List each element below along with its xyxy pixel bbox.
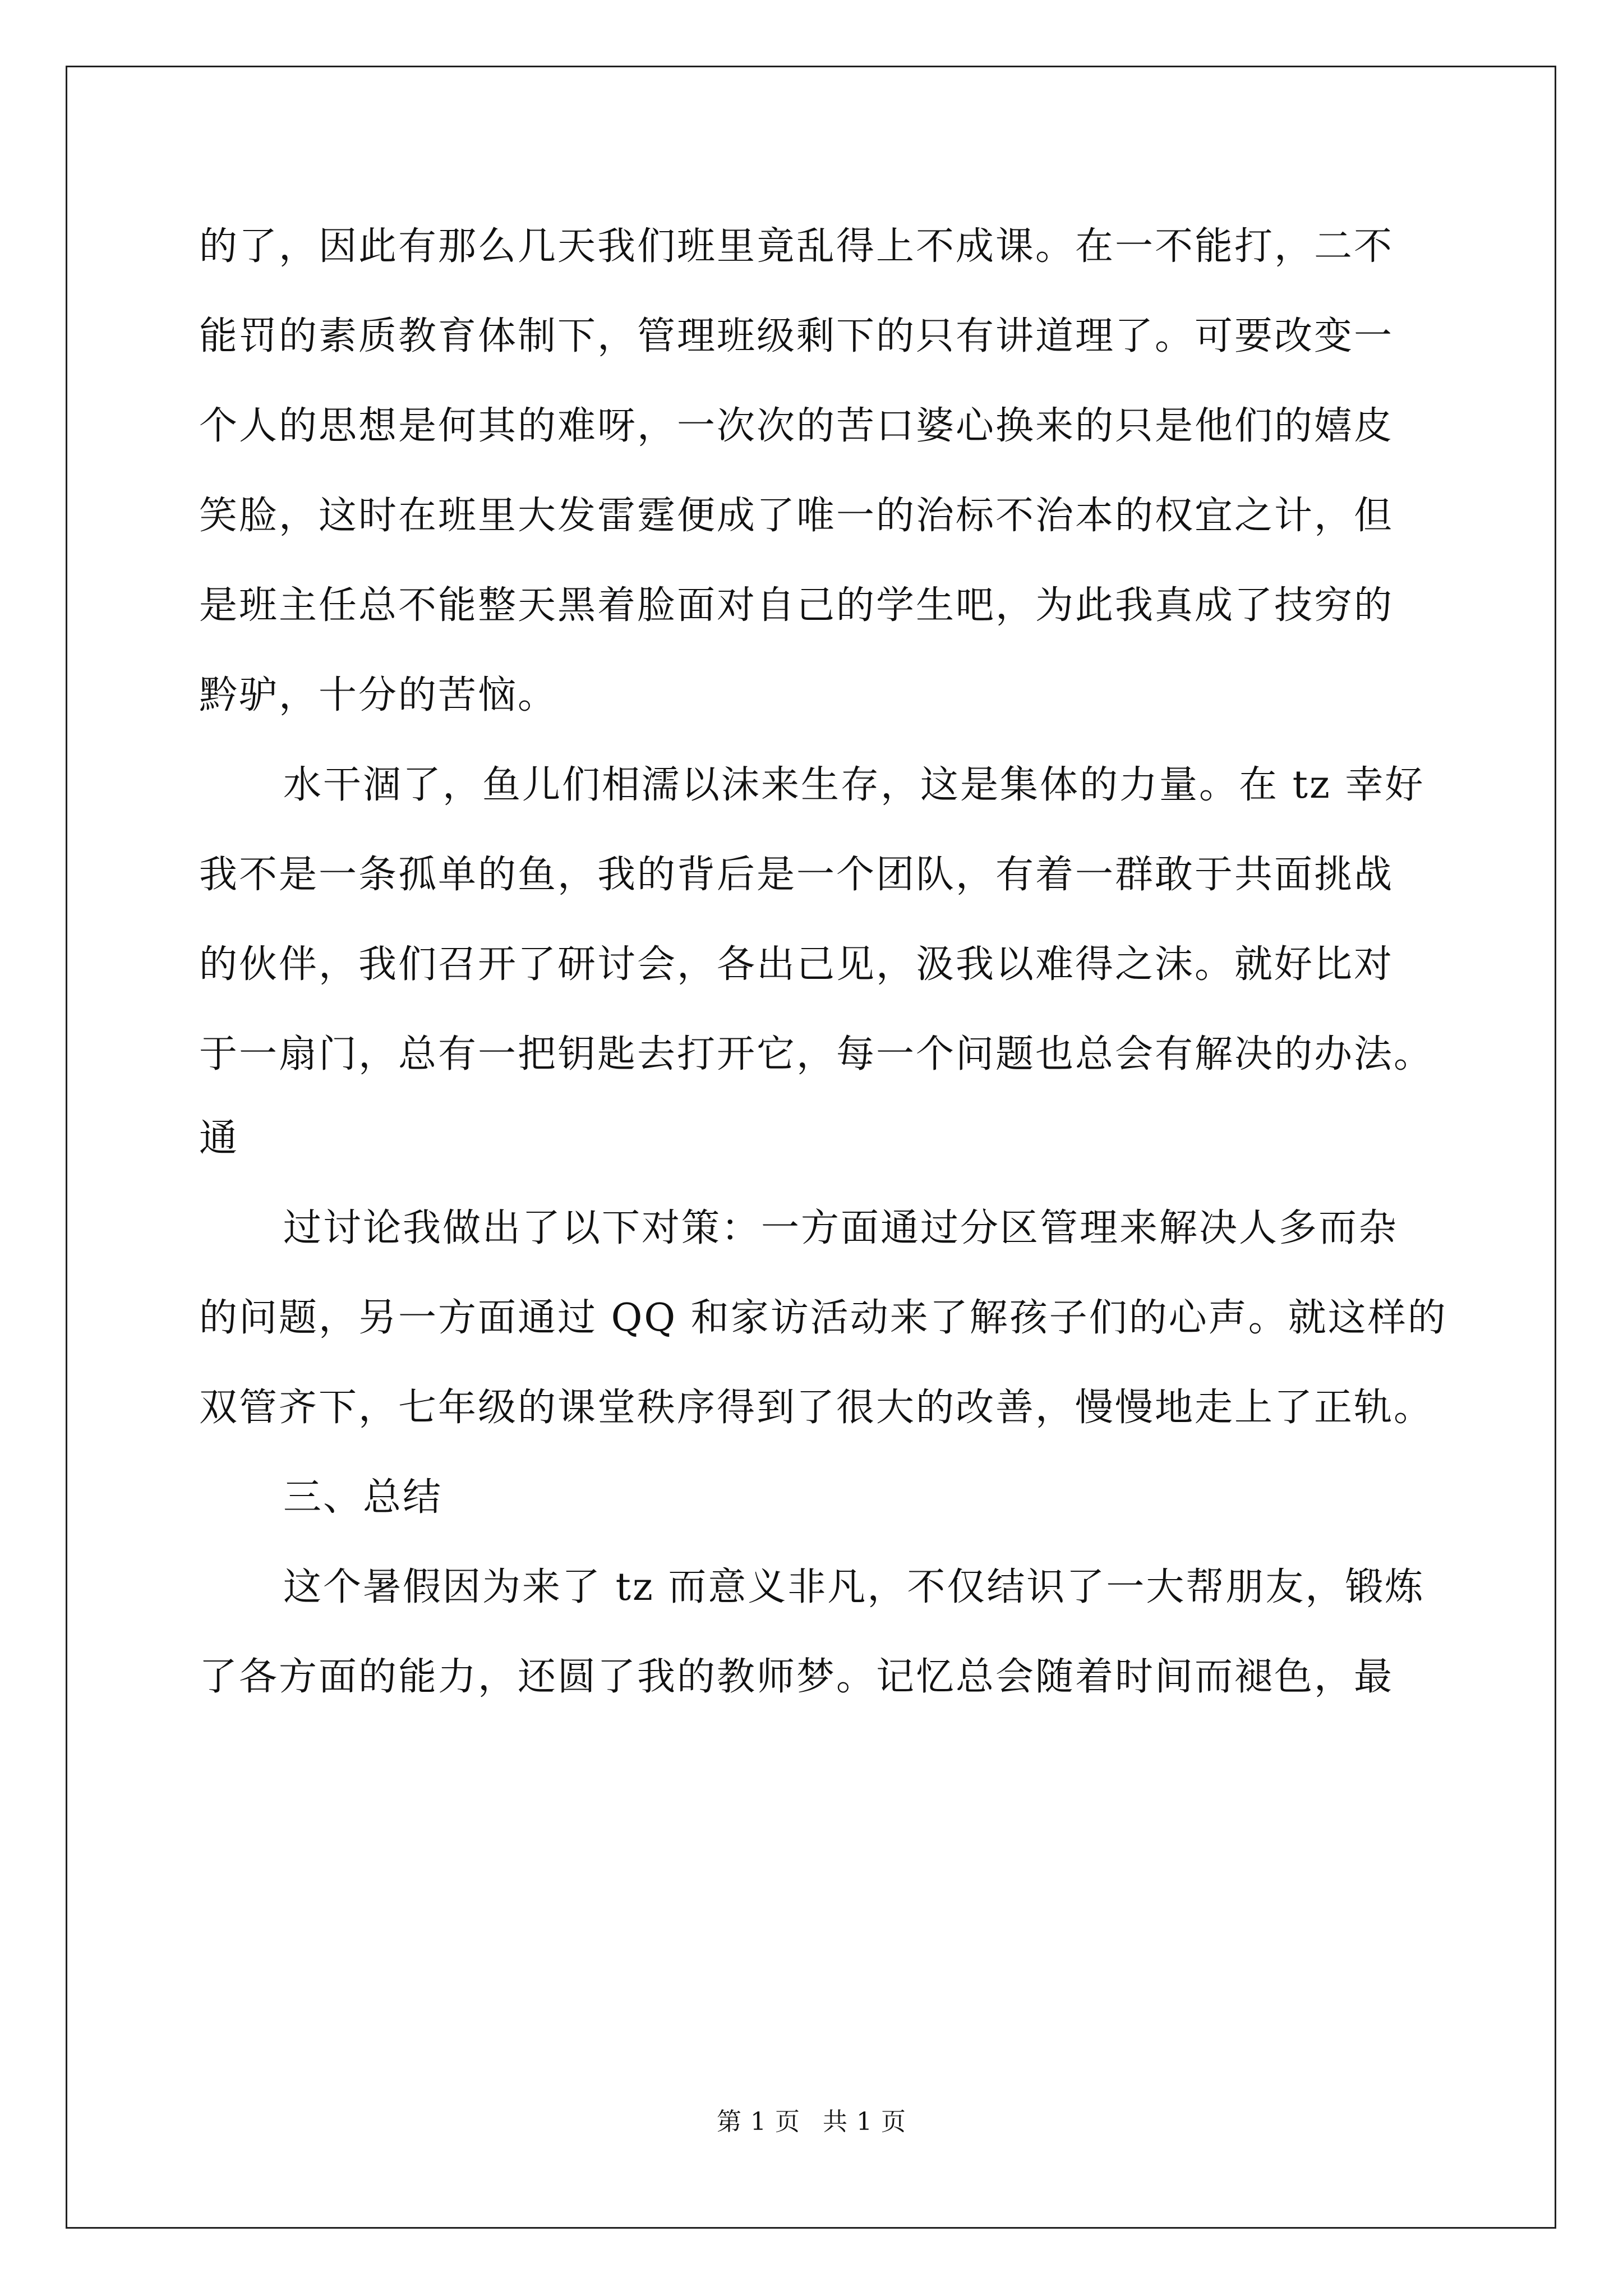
text-line: 是班主任总不能整天黑着脸面对自己的学生吧，为此我真成了技穷的: [199, 583, 1394, 628]
page-number: 第 1 页: [717, 2108, 800, 2136]
text-line: 能罚的素质教育体制下，管理班级剩下的只有讲道理了。可要改变一: [199, 314, 1394, 358]
page-total: 共 1 页: [823, 2108, 906, 2136]
text-line: 黔驴，十分的苦恼。: [199, 673, 558, 717]
paragraph-start-line: 这个暑假因为来了 tz 而意义非凡，不仅结识了一大帮朋友，锻炼: [283, 1565, 1425, 1609]
text-line: 我不是一条孤单的鱼，我的背后是一个团队，有着一群敢于共面挑战: [199, 853, 1394, 897]
text-line: 笑脸，这时在班里大发雷霆便成了唯一的治标不治本的权宜之计，但: [199, 494, 1394, 538]
text-line: 的伙伴，我们召开了研讨会，各出己见，汲我以难得之沫。就好比对: [199, 942, 1394, 987]
paragraph-start-line: 过讨论我做出了以下对策：一方面通过分区管理来解决人多而杂: [283, 1206, 1399, 1250]
text-line: 的问题，另一方面通过 QQ 和家访活动来了解孩子们的心声。就这样的: [199, 1296, 1447, 1340]
text-line: 通: [199, 1116, 239, 1161]
section-heading: 三、总结: [283, 1475, 443, 1520]
text-line: 了各方面的能力，还圆了我的教师梦。记忆总会随着时间而褪色，最: [199, 1655, 1394, 1699]
text-line: 双管齐下，七年级的课堂秩序得到了很大的改善，慢慢地走上了正轨。: [199, 1386, 1434, 1430]
paragraph-start-line: 水干涸了，鱼儿们相濡以沫来生存，这是集体的力量。在 tz 幸好: [283, 763, 1425, 807]
text-line: 于一扇门，总有一把钥匙去打开它，每一个问题也总会有解决的办法。: [199, 1032, 1434, 1076]
text-line: 个人的思想是何其的难呀，一次次的苦口婆心换来的只是他们的嬉皮: [199, 404, 1394, 448]
page-border: [66, 66, 1556, 2229]
page-footer: [0, 2106, 1623, 2138]
text-line: 的了，因此有那么几天我们班里竟乱得上不成课。在一不能打，二不: [199, 224, 1394, 269]
